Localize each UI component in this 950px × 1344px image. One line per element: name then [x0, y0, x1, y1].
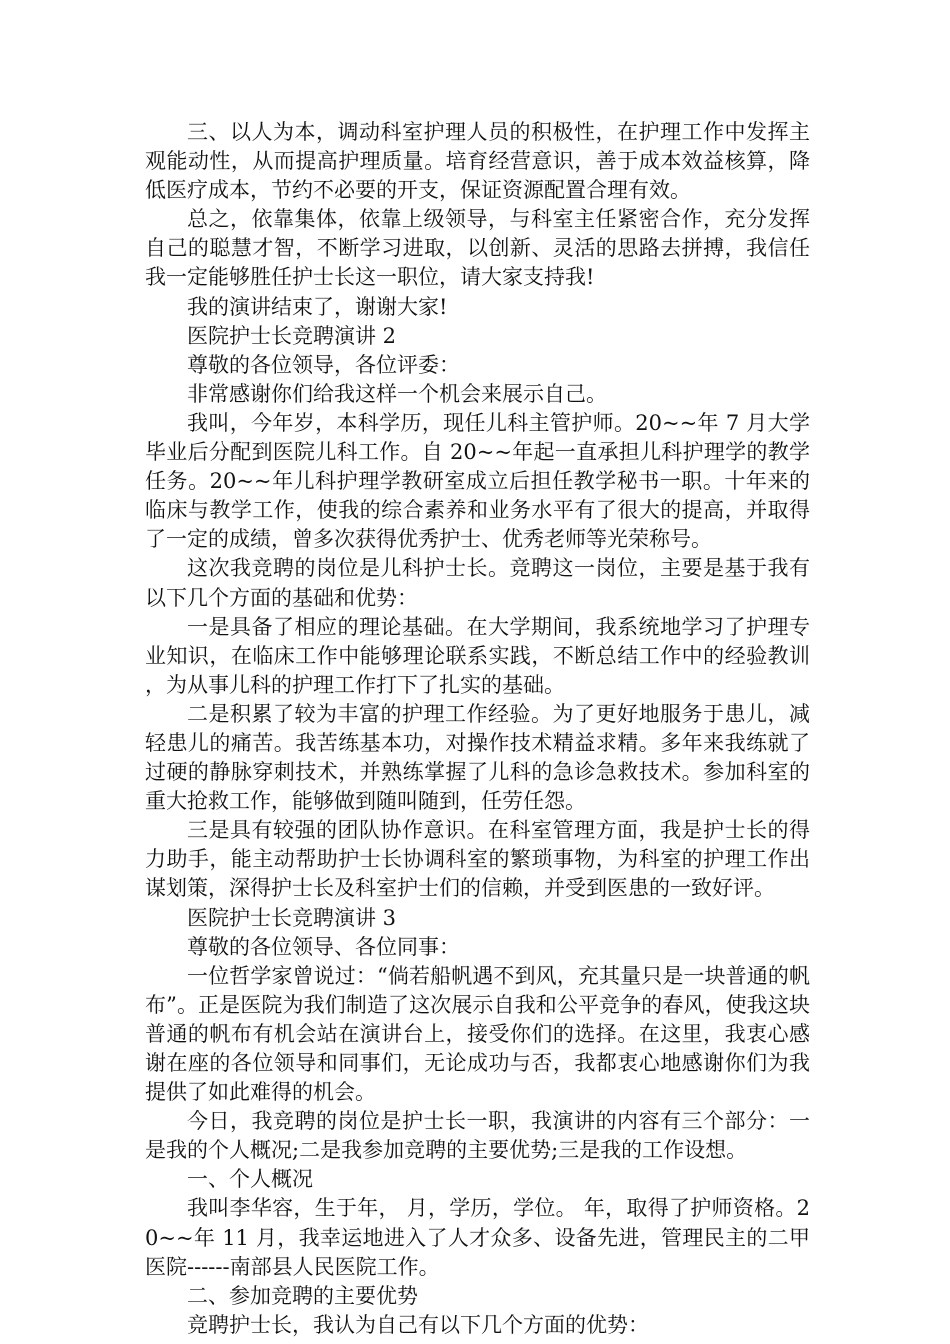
- paragraph-14: 一位哲学家曾说过：“倘若船帆遇不到风，充其量只是一块普通的帆布”。正是医院为我们制造了这次展示自我和公平竞争的春风，使我这块普通的帆布有机会站在演讲台上，接受你们的选择。在这里，我衷心感谢在座的各位领导和同事们，无论成功与否，我都衷心地感谢你们为我提供了如此难得的机会。: [145, 963, 810, 1105]
- paragraph-9: 一是具备了相应的理论基础。在大学期间，我系统地学习了护理专业知识，在临床工作中能够理论联系实践，不断总结工作中的经验教训，为从事儿科的护理工作打下了扎实的基础。: [145, 614, 810, 697]
- paragraph-8: 这次我竞聘的岗位是儿科护士长。竞聘这一岗位，主要是基于我有以下几个方面的基础和优势：: [145, 556, 810, 610]
- document-page: [145, 118, 810, 1340]
- paragraph-10: 二是积累了较为丰富的护理工作经验。为了更好地服务于患儿，减轻患儿的痛苦。我苦练基本功，对操作技术精益求精。多年来我练就了过硬的静脉穿刺技术，并熟练掌握了儿科的急诊急救技术。参加科室的重大抢救工作，能够做到随叫随到，任劳任怨。: [145, 701, 810, 814]
- paragraph-6: 非常感谢你们给我这样一个机会来展示自己。: [187, 381, 607, 406]
- paragraph-2: 总之，依靠集体，依靠上级领导，与科室主任紧密合作，充分发挥自己的聪慧才智，不断学习进取，以创新、灵活的思路去拼搏，我信任我一定能够胜任护士长这一职位，请大家支持我!: [145, 207, 810, 290]
- paragraph-1: 三、以人为本，调动科室护理人员的积极性，在护理工作中发挥主观能动性，从而提高护理质量。培育经营意识，善于成本效益核算，降低医疗成本，节约不必要的开支，保证资源配置合理有效。: [145, 120, 810, 203]
- paragraph-3: 我的演讲结束了，谢谢大家!: [187, 294, 448, 319]
- section-heading-speech-3: 医院护士长竞聘演讲 3: [187, 905, 397, 930]
- salutation-3: 尊敬的各位领导、各位同事：: [187, 934, 460, 959]
- section-heading-speech-2: 医院护士长竞聘演讲 2: [187, 323, 397, 348]
- paragraph-17: 我叫李华容，生于年， 月，学历，学位。 年，取得了护师资格。20~~年 11 月，我幸运地进入了人才众多、设备先进，管理民主的二甲医院------南部县人民医院工作。: [145, 1196, 810, 1279]
- paragraph-7: 我叫，今年岁，本科学历，现任儿科主管护师。20~~年 7 月大学毕业后分配到医院儿科工作。自 20~~年起一直承担儿科护理学的教学任务。20~~年儿科护理学教研室成立后担任教学秘书一职。十年来的临床与教学工作，使我的综合素养和业务水平有了很大的提高，并取得了一定的成绩，曾多次获得优秀护士、优秀老师等光荣称号。: [145, 410, 810, 552]
- subheading-main-advantages: 二、参加竞聘的主要优势: [187, 1283, 418, 1308]
- paragraph-11: 三是具有较强的团队协作意识。在科室管理方面，我是护士长的得力助手，能主动帮助护士长协调科室的繁琐事物，为科室的护理工作出谋划策，深得护士长及科室护士们的信赖，并受到医患的一致好评。: [145, 818, 810, 901]
- paragraph-15: 今日，我竞聘的岗位是护士长一职，我演讲的内容有三个部分：一是我的个人概况;二是我参加竞聘的主要优势;三是我的工作设想。: [145, 1109, 810, 1163]
- salutation-2: 尊敬的各位领导，各位评委：: [187, 352, 460, 377]
- paragraph-19: 竞聘护士长，我认为自己有以下几个方面的优势：: [187, 1312, 649, 1337]
- subheading-personal-overview: 一、个人概况: [187, 1167, 313, 1192]
